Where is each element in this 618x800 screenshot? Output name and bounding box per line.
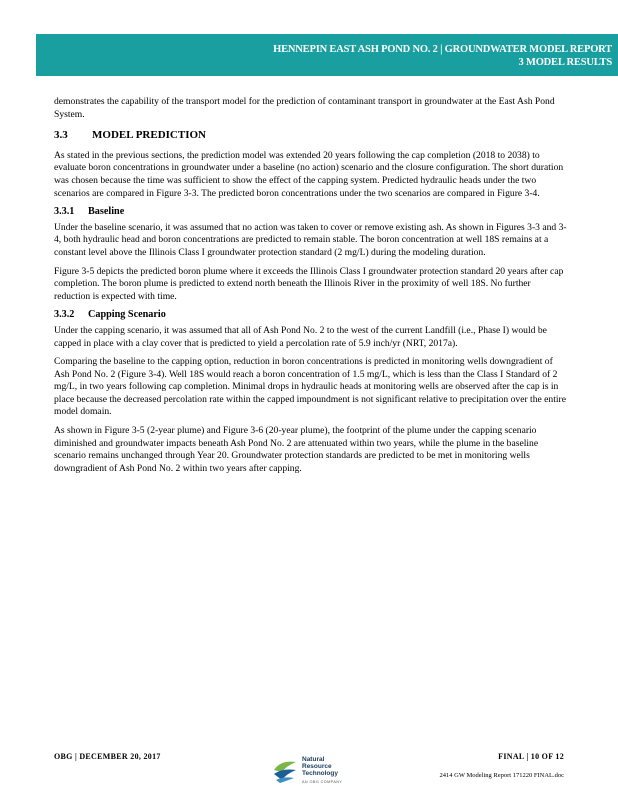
intro-paragraph: demonstrates the capability of the transport model for the prediction of contaminant transport in groundwater at the East Ash Pond System.	[54, 96, 555, 120]
header-section: 3 MODEL RESULTS	[518, 57, 612, 68]
footer-page-number: FINAL | 10 OF 12	[498, 752, 564, 761]
section-title: MODEL PREDICTION	[92, 129, 206, 142]
section-heading-3-3-1	[54, 206, 569, 219]
header-bar	[36, 34, 618, 76]
paragraph-capping-2: Comparing the baseline to the capping option, reduction in boron concentrations is predicted in monitoring wells downgradient of Ash Pond No. 2 (Figure 3-4). Well 18S would reach a boron concentration of 1.5 mg/L, which is less than the Class I Standard of 2 mg/L, in two years following cap completion. Minimal drops in hydraulic heads at monitoring wells are observed after the cap is in place because the decreased percolation rate within the capped impoundment is not significant relative to precipitation over the entire model domain.	[54, 356, 567, 418]
paragraph-capping-3: As shown in Figure 3-5 (2-year plume) and Figure 3-6 (20-year plume), the footprint of the plume under the capping scenario diminished and groundwater impacts beneath Ash Pond No. 2 are attenuated within two years, while the plume in the baseline scenario remains unchanged through Year 20. Groundwater protection standards are predicted to be met in monitoring wells downgradient of Ash Pond No. 2 within two years after capping.	[54, 425, 539, 474]
header-title: HENNEPIN EAST ASH POND NO. 2 | GROUNDWATER MODEL REPORT	[273, 44, 612, 55]
section-number: 3.3	[54, 129, 68, 142]
paragraph-baseline-2: Figure 3-5 depicts the predicted boron plume where it exceeds the Illinois Class I groundwater protection standard 20 years after cap completion. The boron plume is predicted to extend north beneath the Illinois River in the proximity of well 18S. No further reduction is expected with time.	[54, 265, 564, 302]
section-title: Capping Scenario	[88, 309, 166, 321]
footer-filename: 2414 GW Modeling Report 171220 FINAL.doc	[439, 772, 564, 779]
section-number: 3.3.2	[54, 309, 75, 321]
nrt-logo-wordmark: Natural Resource Technology	[302, 756, 338, 778]
nrt-logo	[272, 754, 362, 792]
section-title: Baseline	[88, 206, 125, 218]
section-heading-3-3	[54, 129, 569, 142]
document-body	[54, 96, 569, 481]
paragraph-capping-1: Under the capping scenario, it was assumed that all of Ash Pond No. 2 to the west of the current Landfill (i.e., Phase I) would be capped in place with a clay cover that is predicted to yield a percolation rate of 5.9 inch/yr (NRT, 2017a).	[54, 324, 547, 349]
nrt-logo-icon	[272, 756, 298, 784]
paragraph-model-prediction: As stated in the previous sections, the prediction model was extended 20 years following the cap completion (2018 to 2038) to evaluate boron concentrations in groundwater under a baseline (no action) scenario and the closure configuration. The short duration was chosen because the time was sufficient to show the effect of the capping system. Predicted hydraulic heads under the two scenarios are compared in Figure 3-3. The predicted boron concentrations under the two scenarios are compared in Figure 3-4.	[54, 149, 564, 199]
nrt-logo-tagline: AN OBG COMPANY	[302, 780, 343, 784]
section-number: 3.3.1	[54, 206, 75, 218]
paragraph-baseline-1: Under the baseline scenario, it was assumed that no action was taken to cover or remove existing ash. As shown in Figures 3-3 and 3-4, both hydraulic head and boron concentrations are predicted to remain stable. The boron concentration at well 18S remains at a constant level above the Illinois Class I groundwater protection standard (2 mg/L) during the modeling duration.	[54, 221, 567, 258]
section-heading-3-3-2	[54, 309, 569, 322]
footer-date: OBG | DECEMBER 20, 2017	[54, 752, 161, 761]
